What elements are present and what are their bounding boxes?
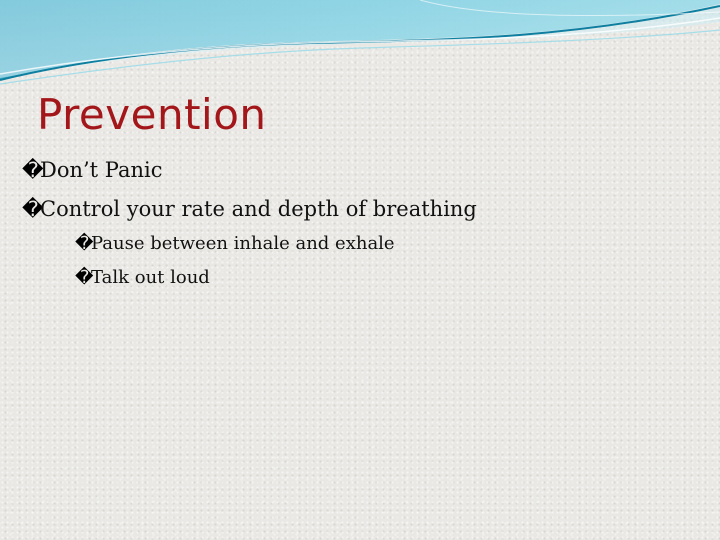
bullet-text: Control your rate and depth of breathing [40, 197, 477, 221]
sub-bullet-text: Talk out loud [91, 267, 210, 288]
sub-bullet-marker-icon: � [75, 267, 94, 288]
sub-bullet-marker-icon: � [75, 233, 94, 254]
bullet-marker-icon: � [22, 158, 44, 182]
bullet-marker-icon: � [22, 197, 44, 221]
bullet-item [22, 197, 477, 221]
sub-bullet-item [75, 267, 210, 288]
sub-bullet-item [75, 233, 395, 254]
sub-bullet-text: Pause between inhale and exhale [91, 233, 395, 254]
bullet-text: Don’t Panic [40, 158, 163, 182]
slide-title: Prevention [37, 90, 267, 139]
bullet-item [22, 158, 163, 182]
